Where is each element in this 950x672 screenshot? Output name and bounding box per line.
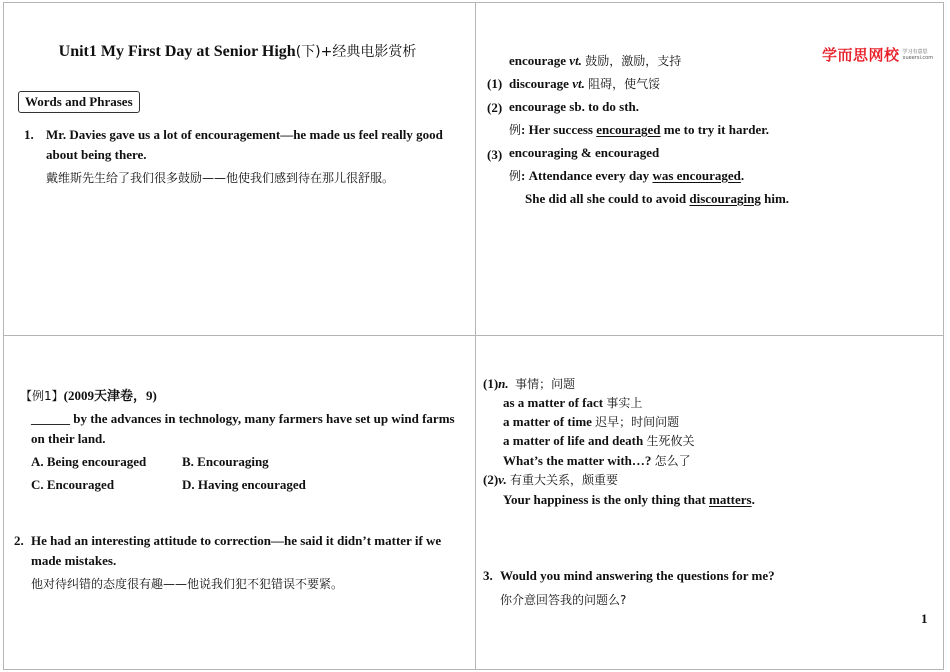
item-1-line-2: about being there. (46, 147, 147, 162)
encourage-definition: encourage vt. 鼓励，激励，支持 (509, 53, 682, 68)
example-2: 例: Attendance every day was encouraged. (509, 168, 745, 183)
option-b: B. Encouraging (182, 454, 269, 469)
item-2-translation: 他对待纠错的态度很有趣——他说我们犯不犯错误不要紧。 (31, 577, 344, 591)
page-number: 1 (921, 611, 928, 626)
example-heading: 【例1】(2009天津卷，9) (20, 388, 157, 403)
point-2-number: (2) (487, 100, 503, 115)
item-2-line-2: made mistakes. (31, 553, 117, 568)
item-1-line-1: Mr. Davies gave us a lot of encouragement—he made us feel really good (46, 127, 443, 142)
horizontal-divider (3, 335, 944, 336)
discourage-definition: discourage vt. 阻碍，使气馁 (509, 76, 661, 91)
example-3: She did all she could to avoid discouraging him. (525, 191, 790, 206)
item-3-line: Would you mind answering the questions for me? (500, 568, 775, 583)
matter-verb-definition: (2)v. 有重大关系，颇重要 (483, 472, 618, 487)
xueersi-logo (822, 44, 933, 65)
question-stem-line-1: ______ by the advances in technology, many farmers have set up wind farms (31, 411, 455, 426)
encourage-pattern: encourage sb. to do sth. (509, 99, 640, 114)
question-stem-line-2: on their land. (31, 431, 106, 446)
matter-verb-example: Your happiness is the only thing that matters. (503, 492, 755, 507)
page-title: Unit1 My First Day at Senior High(下)+经典电影赏析 (58, 43, 417, 60)
phrase-whats-the-matter: What’s the matter with…? 怎么了 (503, 453, 691, 468)
encouraging-encouraged: encouraging & encouraged (509, 145, 660, 160)
option-a: A. Being encouraged (31, 454, 147, 469)
matter-noun-definition: (1)n. 事情；问题 (483, 376, 576, 391)
item-1-number: 1. (24, 127, 34, 142)
phrase-as-a-matter-of-fact: as a matter of fact 事实上 (503, 395, 643, 410)
option-d: D. Having encouraged (182, 477, 306, 492)
item-2-number: 2. (14, 533, 24, 548)
point-1-number: (1) (487, 76, 503, 91)
option-c: C. Encouraged (31, 477, 115, 492)
example-1: 例: Her success encouraged me to try it harder. (509, 122, 770, 137)
point-3-number: (3) (487, 147, 503, 162)
phrase-matter-of-life-and-death: a matter of life and death 生死攸关 (503, 433, 695, 448)
item-3-translation: 你介意回答我的问题么? (500, 593, 627, 607)
item-3-number: 3. (483, 568, 493, 583)
page-frame (3, 2, 944, 670)
logo-subtext: 学习有意思 xueersi.com (902, 48, 934, 61)
phrase-a-matter-of-time: a matter of time 迟早；时间问题 (503, 414, 680, 429)
item-2-line-1: He had an interesting attitude to correction—he said it didn’t matter if we (31, 533, 442, 548)
logo-text: 学而思网校 (822, 46, 900, 64)
item-1-translation: 戴维斯先生给了我们很多鼓励——他使我们感到待在那儿很舒服。 (46, 171, 395, 185)
vertical-divider (475, 2, 476, 670)
section-label-words-and-phrases: Words and Phrases (18, 91, 140, 113)
